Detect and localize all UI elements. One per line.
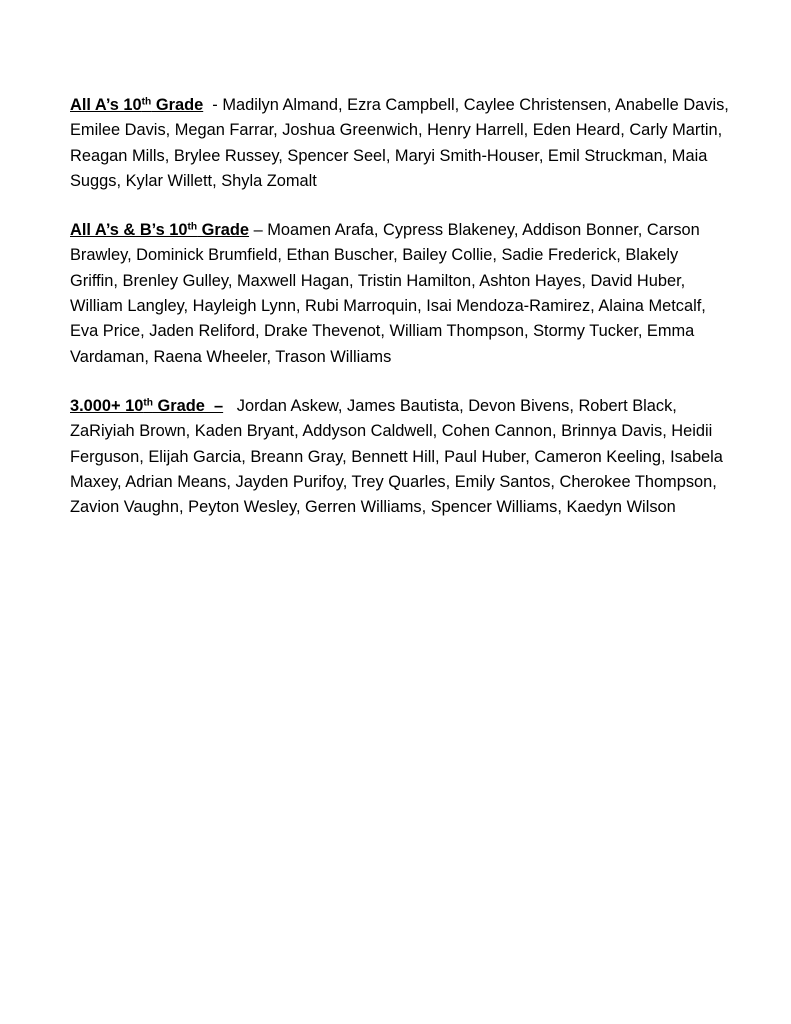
heading-prefix: 3.000+ 10: [70, 396, 144, 415]
section-all-as: [70, 93, 730, 194]
heading-ordinal-suffix: th: [141, 96, 152, 108]
section-heading: [70, 397, 223, 415]
section-heading: [70, 221, 249, 239]
heading-suffix: Grade: [197, 221, 250, 240]
heading-separator: [223, 397, 237, 415]
heading-prefix: All A’s 10: [70, 96, 142, 114]
section-heading: [70, 96, 203, 114]
section-all-as-and-bs: [70, 218, 730, 370]
heading-separator: -: [203, 96, 223, 114]
document-page: [70, 93, 730, 544]
heading-suffix: Grade: [151, 96, 204, 114]
heading-prefix: All A’s & B’s 10: [70, 221, 188, 240]
heading-ordinal-suffix: th: [187, 221, 198, 233]
heading-ordinal-suffix: th: [143, 397, 153, 409]
student-names: Jordan Askew, James Bautista, Devon Bivens, Robert Black, ZaRiyiah Brown, Kaden Bryant, Addyson Caldwell, Cohen Cannon, Brinnya Davis, Heidii Ferguson, Elijah Garcia, Breann Gray, Bennett Hill, Paul Huber, Cameron Keeling, Isabela Maxey, Adrian Means, Jayden Purifoy, Trey Quarles, Emily Santos, Cherokee Thompson, Zavion Vaughn, Peyton Wesley, Gerren Williams, Spencer Williams, Kaedyn Wilson: [70, 396, 723, 517]
student-names: Moamen Arafa, Cypress Blakeney, Addison Bonner, Carson Brawley, Dominick Brumfield, Ethan Buscher, Bailey Collie, Sadie Frederick, Blakely Griffin, Brenley Gulley, Maxwell Hagan, Tristin Hamilton, Ashton Hayes, David Huber, William Langley, Hayleigh Lynn, Rubi Marroquin, Isai Mendoza-Ramirez, Alaina Metcalf, Eva Price, Jaden Reliford, Drake Thevenot, William Thompson, Stormy Tucker, Emma Vardaman, Raena Wheeler, Trason Williams: [70, 221, 706, 366]
heading-suffix: Grade –: [152, 396, 224, 415]
section-3-000-plus: [70, 394, 730, 520]
student-names: Madilyn Almand, Ezra Campbell, Caylee Christensen, Anabelle Davis, Emilee Davis, Megan Farrar, Joshua Greenwich, Henry Harrell, Eden Heard, Carly Martin, Reagan Mills, Brylee Russey, Spencer Seel, Maryi Smith-Houser, Emil Struckman, Maia Suggs, Kylar Willett, Shyla Zomalt: [70, 96, 729, 190]
heading-separator: –: [249, 221, 268, 240]
